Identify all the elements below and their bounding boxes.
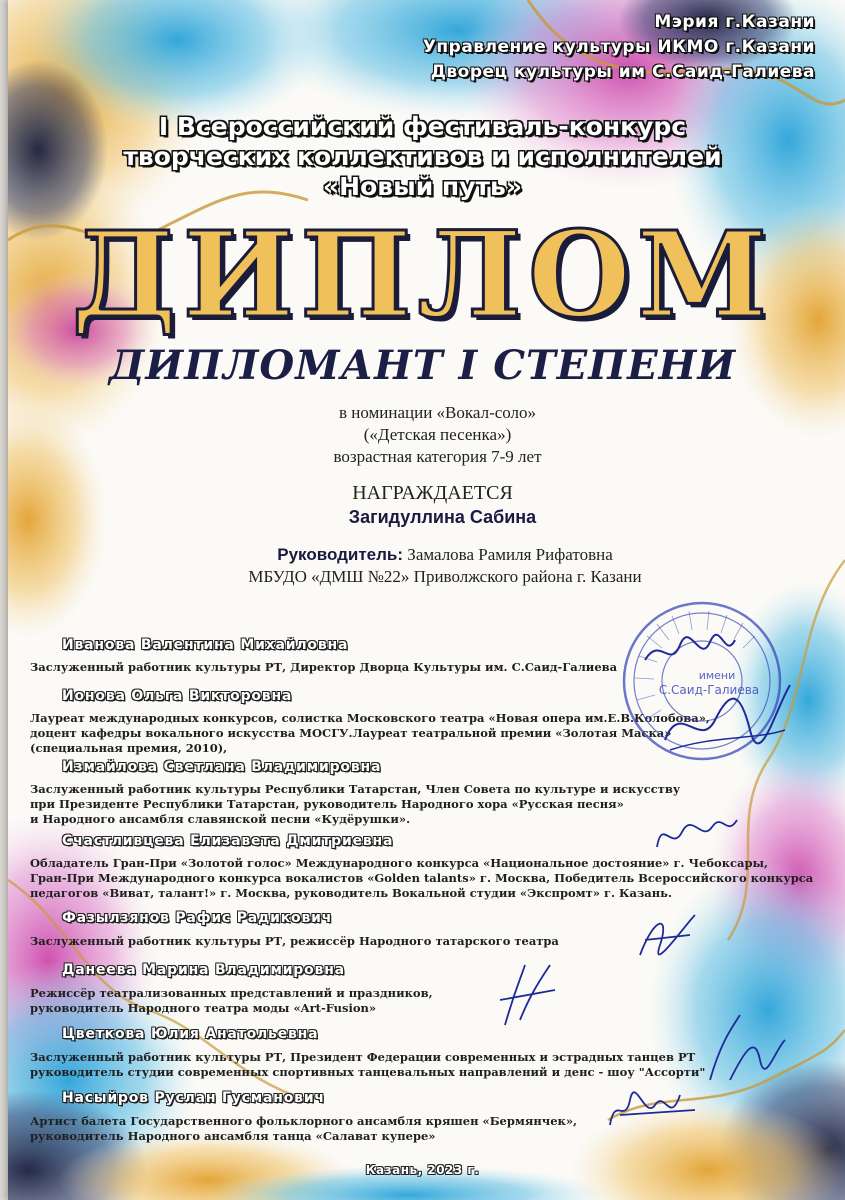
- jury-desc-6-line-1: Режиссёр театрализованных представлений и праздников,: [30, 986, 433, 1000]
- leader-label: Руководитель:: [277, 545, 404, 564]
- stamp-text-2: С.Саид-Галиева: [658, 683, 760, 697]
- jury-desc-4-line-2: Гран-При Международного конкурса вокалистов «Golden talants» г. Москва, Победитель Всероссийского конкурса: [30, 871, 814, 885]
- nomination-line-1: в номинации «Вокал-соло»: [338, 403, 537, 422]
- signature-7: [600, 1085, 700, 1135]
- jury-desc-3-line-3: и Народного ансамбля славянской песни «Кудёрушки».: [30, 812, 411, 826]
- jury-name-5: Фазылзянов Рафис Радикович: [62, 910, 333, 926]
- jury-desc-1-line-1: Заслуженный работник культуры РТ, Директор Дворца Культуры им. С.Саид-Галиева: [30, 660, 618, 674]
- festival-title-line-3: «Новый путь»: [323, 172, 522, 201]
- signature-1: [640, 630, 740, 675]
- signature-2: [655, 680, 795, 760]
- leader-school: МБУДО «ДМШ №22» Приволжского района г. Казани: [248, 567, 642, 586]
- recipient-name: Загидуллина Сабина: [348, 507, 537, 527]
- jury-desc-5: [30, 934, 559, 949]
- organizer-line-2: Управление культуры ИКМО г.Казани: [422, 37, 815, 57]
- jury-desc-8: [30, 1114, 577, 1144]
- degree-title: ДИПЛОМАНТ I СТЕПЕНИ: [108, 342, 737, 389]
- jury-name-7: Цветкова Юлия Анатольевна: [62, 1026, 319, 1042]
- jury-name-4: Счастливцева Елизавета Дмитриевна: [62, 833, 394, 849]
- signature-6: [700, 1010, 790, 1090]
- signature-3: [652, 812, 742, 857]
- nomination-line-2: («Детская песенка»): [363, 425, 512, 444]
- jury-desc-8-line-2: руководитель Народного ансамбля танца «Салават купере»: [30, 1129, 436, 1143]
- jury-name-8: Насыйров Руслан Гусманович: [62, 1090, 325, 1106]
- stamp-text-1: имени: [698, 669, 736, 682]
- jury-desc-7: [30, 1050, 705, 1080]
- diploma-title: ДИПЛОМ: [71, 205, 774, 344]
- leader-name: Замалова Рамиля Рифатовна: [407, 545, 613, 564]
- jury-desc-3-line-1: Заслуженный работник культуры Республики Татарстан, Член Совета по культуре и искусству: [30, 782, 681, 796]
- jury-desc-8-line-1: Артист балета Государственного фольклорного ансамбля кряшен «Бермянчек»,: [30, 1114, 578, 1128]
- footer-place-year: Казань, 2023 г.: [365, 1163, 480, 1177]
- jury-desc-3-line-2: при Президенте Республики Татарстан, руководитель Народного хора «Русская песня»: [30, 797, 624, 811]
- jury-name-2: Ионова Ольга Викторовна: [62, 688, 293, 704]
- organizer-line-1: Мэрия г.Казани: [654, 12, 815, 32]
- jury-name-3: Измайлова Светлана Владимировна: [62, 759, 382, 775]
- organizer-line-3: Дворец культуры им С.Саид-Галиева: [430, 62, 815, 82]
- jury-desc-6-line-2: руководитель Народного театра моды «Art-Fusion»: [30, 1001, 377, 1015]
- jury-desc-5-line-1: Заслуженный работник культуры РТ, режиссёр Народного татарского театра: [30, 934, 559, 948]
- jury-desc-4: [30, 856, 813, 901]
- jury-desc-4-line-1: Обладатель Гран-При «Золотой голос» Международного конкурса «Национальное достояние» г. Чебоксары,: [30, 856, 769, 870]
- leader-line: [0, 544, 845, 565]
- jury-desc-7-line-2: руководитель студии современных спортивных танцевальных направлений и денс - шоу "Ассорти": [30, 1065, 706, 1079]
- jury-name-6: Данеева Марина Владимировна: [62, 962, 345, 978]
- jury-desc-2: [30, 711, 710, 756]
- jury-desc-3: [30, 782, 680, 827]
- jury-name-1: Иванова Валентина Михайловна: [62, 637, 349, 653]
- jury-desc-2-line-3: (специальная премия, 2010),: [30, 741, 228, 755]
- festival-title-line-2: творческих коллективов и исполнителей: [123, 142, 722, 171]
- awarded-label: НАГРАЖДАЕТСЯ: [352, 482, 513, 504]
- jury-desc-6: [30, 986, 433, 1016]
- nomination-line-3: возрастная категория 7-9 лет: [333, 447, 542, 466]
- jury-desc-4-line-3: педагогов «Виват, талант!» г. Москва, руководитель Вокальной студии «Экспромт» г. Казань.: [30, 886, 672, 900]
- jury-desc-2-line-2: доцент кафедры вокального искусства МОСГУ.Лауреат театральной премии «Золотая Маска»: [30, 726, 672, 740]
- jury-desc-1: [30, 660, 617, 675]
- signature-4: [630, 905, 700, 965]
- jury-desc-2-line-1: Лауреат международных конкурсов, солистка Московского театра «Новая опера им.Е.В.Колобова»,: [30, 711, 710, 725]
- signature-5: [495, 960, 565, 1030]
- jury-desc-7-line-1: Заслуженный работник культуры РТ, Президент Федерации современных и эстрадных танцев РТ: [30, 1050, 696, 1064]
- festival-title-line-1: I Всероссийский фестиваль-конкурс: [158, 112, 687, 141]
